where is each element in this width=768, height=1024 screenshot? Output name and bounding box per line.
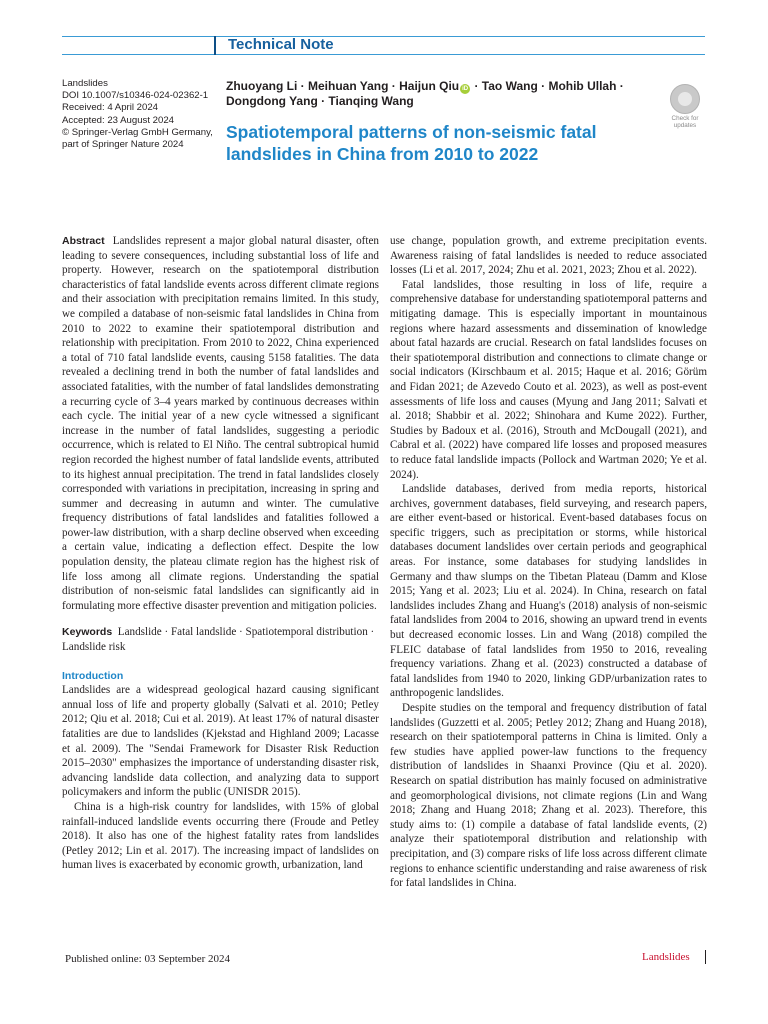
check-updates-icon (670, 84, 700, 114)
journal-name: Landslides (62, 78, 108, 89)
author-list (226, 79, 646, 109)
accepted-date: Accepted: 23 August 2024 (62, 114, 175, 126)
copyright-line-1: © Springer-Verlag GmbH Germany, (62, 126, 213, 138)
intro-paragraph-1: Landslides are a widespread geological hazard causing significant annual loss of life and property globally (Salvati et al. 2010; Petley 2012; Qiu et al. 2018; Cui et al. 2019). At least 17% of natural disaster fatalities are due to landslides (Kjekstad and Highland 2009; Lacasse et al. 2009). The "Sendai Framework for Disaster Risk Reduction 2015–2030" emphasizes the importance of understanding disaster risk, advancing landslide data collection, and analyzing data to support policymakers and inform the public (UNISDR 2015). (62, 684, 379, 799)
intro-paragraph-2: China is a high-risk country for landslides, with 15% of global rainfall-induced landslide events occurring there (Froude and Petley 2018). It also has one of the highest fatality rates from landslides (Petley 2012; Lin et al. 2017). The increasing impact of landslides on human lives is exacerbated by economic growth, urbanization, land (62, 800, 379, 872)
orcid-icon[interactable]: iD (462, 86, 469, 92)
badge-line-2: updates (673, 122, 697, 129)
check-for-updates-badge[interactable] (665, 84, 705, 129)
copyright-line-2: part of Springer Nature 2024 (62, 139, 184, 151)
header-rule-top (62, 36, 705, 37)
authors-line2: Dongdong Yang · Tianqing Wang (226, 94, 414, 108)
section-label: Technical Note (228, 36, 334, 53)
keywords-text: Landslide · Fatal landslide · Spatiotemporal distribution · Landslide risk (62, 626, 375, 654)
badge-line-1: Check for (671, 115, 699, 122)
received-date: Received: 4 April 2024 (62, 102, 158, 114)
intro-paragraph-5: Despite studies on the temporal and frequency distribution of fatal landslides (Guzzetti et al. 2005; Petley 2012; Zhang and Huang 2018), research on their spatiotemporal patterns in China is limited. Only a few studies have applied power-law functions to the frequency distribution of landslides in Shaanxi Province (Qiu et al. 2020). Research on spatial distribution has mainly focused on administrative and geomorphological divisions, not climate regions (Lin and Wang 2018; Zhang and Huang 2018; Zhang et al. 2023). Therefore, this study aims to: (1) compile a database of fatal landslide events, (2) analyze their spatiotemporal distribution and relationship with precipitation, and (3) compare risks of life loss across different climate regions to enhance scientific understanding and raise awareness of risk for fatal landslides in China. (390, 702, 707, 890)
left-column (62, 234, 379, 873)
header-bar (62, 35, 705, 55)
header-separator (214, 36, 216, 55)
introduction-heading: Introduction (62, 669, 124, 682)
abstract-label: Abstract (62, 235, 105, 247)
article-meta (62, 78, 222, 151)
article-title: Spatiotemporal patterns of non-seismic fatal landslides in China from 2010 to 2022 (226, 122, 597, 164)
keywords (62, 625, 379, 654)
intro-paragraph-4: Landslide databases, derived from media reports, historical archives, government databases, field surveying, and research papers, are either event-based or historical. Event-based databases focus on specific triggers, such as precipitation or storms, while historical databases document landslides over certain periods and geographical areas. For instance, some databases for studying landslides in Germany and thaw slumps on the Tibetan Plateau (Damm and Klose 2015; Yang et al. 2023; Liu et al. 2024). In China, research on fatal landslides includes Zhang and Huang's (2018) analysis of non-seismic fatal landslides from 2004 to 2016, showing an upward trend in events but decreased economic losses. Lin and Wang (2018) compiled the FLEIC database of fatal landslides from 1950 to 2016, revealing frequency variations. Zhang et al. (2023) constructed a database of fatal landslides from 1940 to 2020, linking GDP/urbanization rates to anthropogenic landslides. (390, 483, 707, 700)
abstract (62, 234, 379, 613)
published-online: Published online: 03 September 2024 (65, 953, 230, 965)
keywords-label: Keywords (62, 626, 113, 639)
abstract-text: Landslides represent a major global natural disaster, often leading to severe consequences, including substantial loss of life and property. However, research on the spatiotemporal distribution characteristics of fatal landslide events across different climate regions and their association with precipitation remains limited. In this study, we compiled a database of non-seismic fatal landslides in China from 2010 to 2022 to examine their spatiotemporal distribution and relationship with precipitation. From 2010 to 2022, China experienced a total of 710 fatal landslide events, causing 5158 fatalities. The data revealed a declining trend in both the number of fatal landslides and associated fatalities, with the number of fatal landslides demonstrating a recurring cycle of 3–4 years marked by continuous decreases within each cycle. The initial year of a new cycle witnessed a significant increase in the number of fatal landslides, suggesting a periodic occurrence, which is related to El Niño. The central subtropical humid region recorded the highest number of fatal landslide events, attributed to its highest annual precipitation. The trend in fatal landslides closely corresponded with variations in precipitation, increasing in spring and summer and decreasing in autumn and winter. The cumulative frequency distributions of fatal landslides and fatalities followed a power-law distribution, with a sharp decline observed when exceeding a certain value, indicating a deflection effect. Despite the low population density, the plateau climate region has the highest risk of life loss among all climate regions. Understanding the spatial distribution of non-seismic fatal landslides can significantly aid in formulating more effective disaster prevention and mitigation policies. (62, 235, 379, 612)
right-column (390, 234, 707, 891)
intro-paragraph-2-continued: use change, population growth, and extreme precipitation events. Awareness raising of fatal landslides is needed to reduce associated losses (Li et al. 2017, 2024; Zhu et al. 2021, 2023; Zhou et al. 2022). (390, 235, 707, 277)
footer-divider (705, 950, 706, 964)
footer-journal: Landslides (642, 951, 690, 963)
doi[interactable]: DOI 10.1007/s10346-024-02362-1 (62, 90, 209, 102)
header-rule-bottom (62, 54, 705, 55)
authors-line1-b: · Tao Wang · Mohib Ullah · (471, 79, 624, 93)
authors-line1-a: Zhuoyang Li · Meihuan Yang · Haijun Qiu (226, 79, 460, 93)
intro-paragraph-3: Fatal landslides, those resulting in loss of life, require a comprehensive database for understanding spatiotemporal patterns and mitigating damage. This is especially important in mountainous regions where hazard assessments and dissemination of knowledge about fatal hazards are crucial. Research on fatal landslides focuses on their spatiotemporal distribution and connections to climate change or social indicators (Kirschbaum et al. 2015; Haque et al. 2016; Görüm and Fidan 2021; de Azevedo Couto et al. 2023), as well as post-event assessments of life loss and causes (Myung and Jang 2011; Salvati et al. 2018; Shabbir et al. 2022; Shinohara and Kume 2022). Further, Studies by Badoux et al. (2016), Strouth and McDougall (2021), and Cabral et al. (2022) have compared life losses and proposed measures to reduce fatal landslide impacts (Pollock and Wartman 2020; Ye et al. 2024). (390, 278, 707, 481)
